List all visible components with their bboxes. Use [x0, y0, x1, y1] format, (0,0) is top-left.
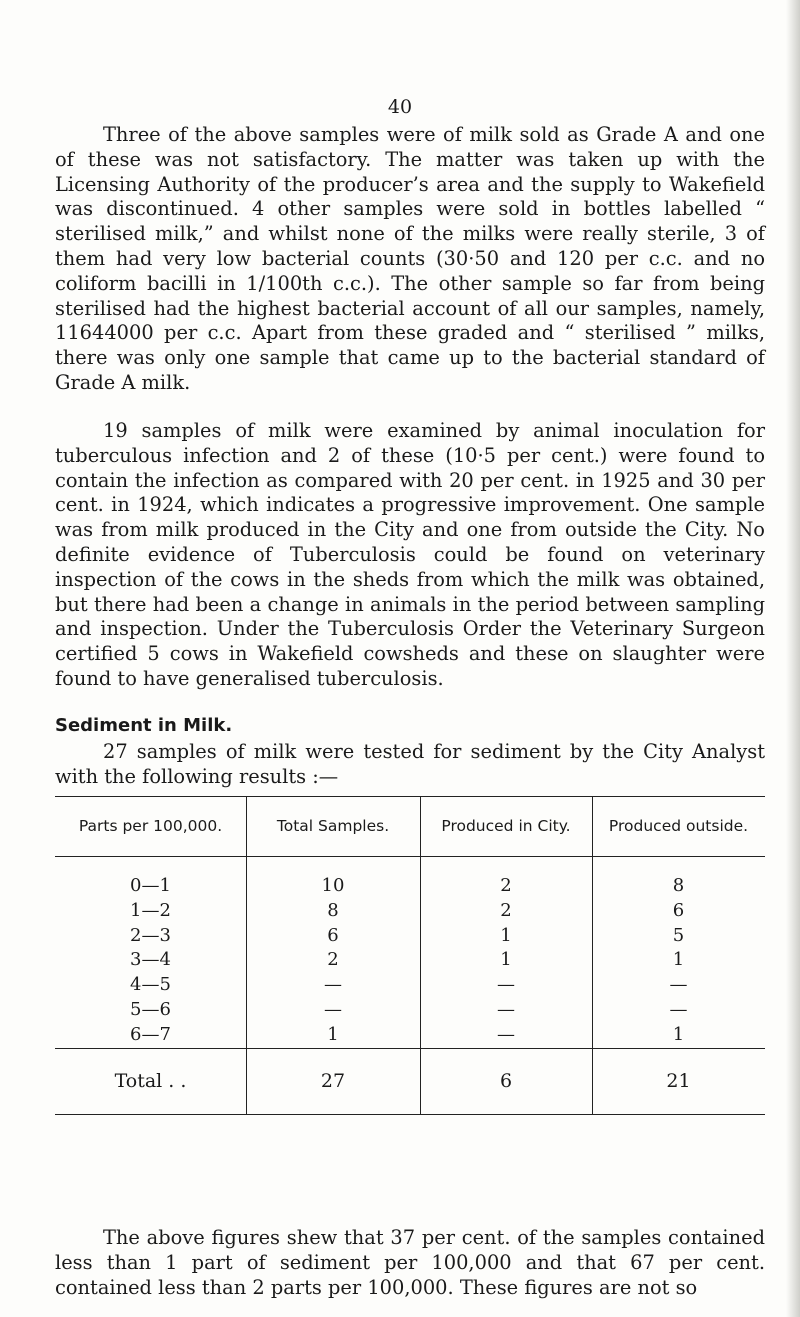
table-cell: —: [669, 974, 688, 996]
table-cell: 1: [327, 1023, 339, 1045]
table-cell: 1: [500, 949, 512, 971]
column-header-produced-outside: Produced outside.: [608, 817, 749, 835]
paragraph-text: 19 samples of milk were examined by animal inoculation for tuberculous infection and 2 of these (10·5 per cent.) were found to contain the infection as compared with 20 per cent. in 1925 and 30 per cent. in 1924, which indicates a progressive improvement. One sample was from milk produced in the City and one from outside the City. No definite evidence of Tuberculosis could be found on veterinary inspection of the cows in the sheds from which the milk was obtained, but there had been a change in animals in the period between sampling and inspection. Under the Tuberculosis Order the Veterinary Surgeon certified 5 cows in Wakefield cowsheds and these on slaughter were found to have generalised tuberculosis.: [55, 419, 765, 690]
paragraph-grade-a: [55, 123, 765, 396]
table-total-rule: [55, 1048, 765, 1049]
table-cell: 8: [327, 899, 339, 921]
table-cell: 10: [321, 875, 345, 896]
table-cell: 5: [672, 924, 685, 946]
table-cell: 8: [672, 875, 685, 896]
table-cell: —: [497, 1023, 515, 1045]
table-cell: 1: [672, 949, 685, 971]
table-cell: 1: [672, 1023, 685, 1045]
table-cell: 6—7: [130, 1023, 171, 1045]
paragraph-text: The above figures shew that 37 per cent. of the samples contained less than 1 part of sediment per 100,000 and that 67 per cent. contained less than 2 parts per 100,000. These figures are not so: [55, 1226, 765, 1299]
table-cell: 1—2: [130, 899, 171, 921]
table-cell: 2: [327, 949, 339, 971]
page-edge-shadow: [786, 0, 800, 1317]
total-produced-in-city-value: 6: [499, 1070, 513, 1092]
paragraph-sediment-intro: [55, 740, 765, 790]
section-heading-sediment: Sediment in Milk.: [55, 715, 233, 736]
table-cell: —: [497, 974, 515, 996]
table-cell: 6: [672, 899, 685, 921]
table-cell: 2: [500, 875, 512, 896]
table-cell: 3—4: [130, 949, 171, 971]
total-samples-value: 27: [320, 1070, 346, 1092]
table-cell: 2: [500, 899, 512, 921]
table-cell: 5—6: [130, 999, 171, 1020]
table-cell: 4—5: [130, 974, 171, 996]
table-bottom-rule: [55, 1114, 765, 1115]
paragraph-sediment-summary: [55, 1226, 765, 1300]
page-number: 40: [387, 96, 413, 118]
paragraph-tuberculosis: [55, 419, 765, 692]
table-cell: 0—1: [130, 875, 171, 896]
total-produced-outside-value: 21: [666, 1070, 691, 1092]
total-label: Total . .: [114, 1070, 187, 1092]
table-cell: —: [497, 999, 515, 1020]
table-cell: 6: [327, 924, 339, 946]
table-header-rule: [55, 856, 765, 857]
table-cell: 1: [500, 924, 512, 946]
column-header-parts: Parts per 100,000.: [78, 817, 223, 835]
table-cell: —: [669, 999, 688, 1020]
column-header-total-samples: Total Samples.: [276, 817, 390, 835]
column-header-produced-in-city: Produced in City.: [441, 817, 571, 835]
paragraph-text: Three of the above samples were of milk sold as Grade A and one of these was not satisfactory. The matter was taken up with the Licensing Authority of the producer’s area and the supply to Wakefield was discontinued. 4 other samples were sold in bottles labelled “ sterilised milk,” and whilst none of the milks were really sterile, 3 of them had very low bacterial counts (30·50 and 120 per c.c. and no coliform bacilli in 1/100th c.c.). The other sample so far from being sterilised had the highest bacterial account of all our samples, namely, 11644000 per c.c. Apart from these graded and “ sterilised ” milks, there was only one sample that came up to the bacterial standard of Grade A milk.: [55, 123, 765, 394]
table-cell: —: [324, 999, 342, 1020]
paragraph-text: 27 samples of milk were tested for sediment by the City Analyst with the following results :—: [55, 740, 765, 788]
table-cell: 2—3: [130, 924, 171, 946]
table-cell: —: [324, 974, 342, 996]
